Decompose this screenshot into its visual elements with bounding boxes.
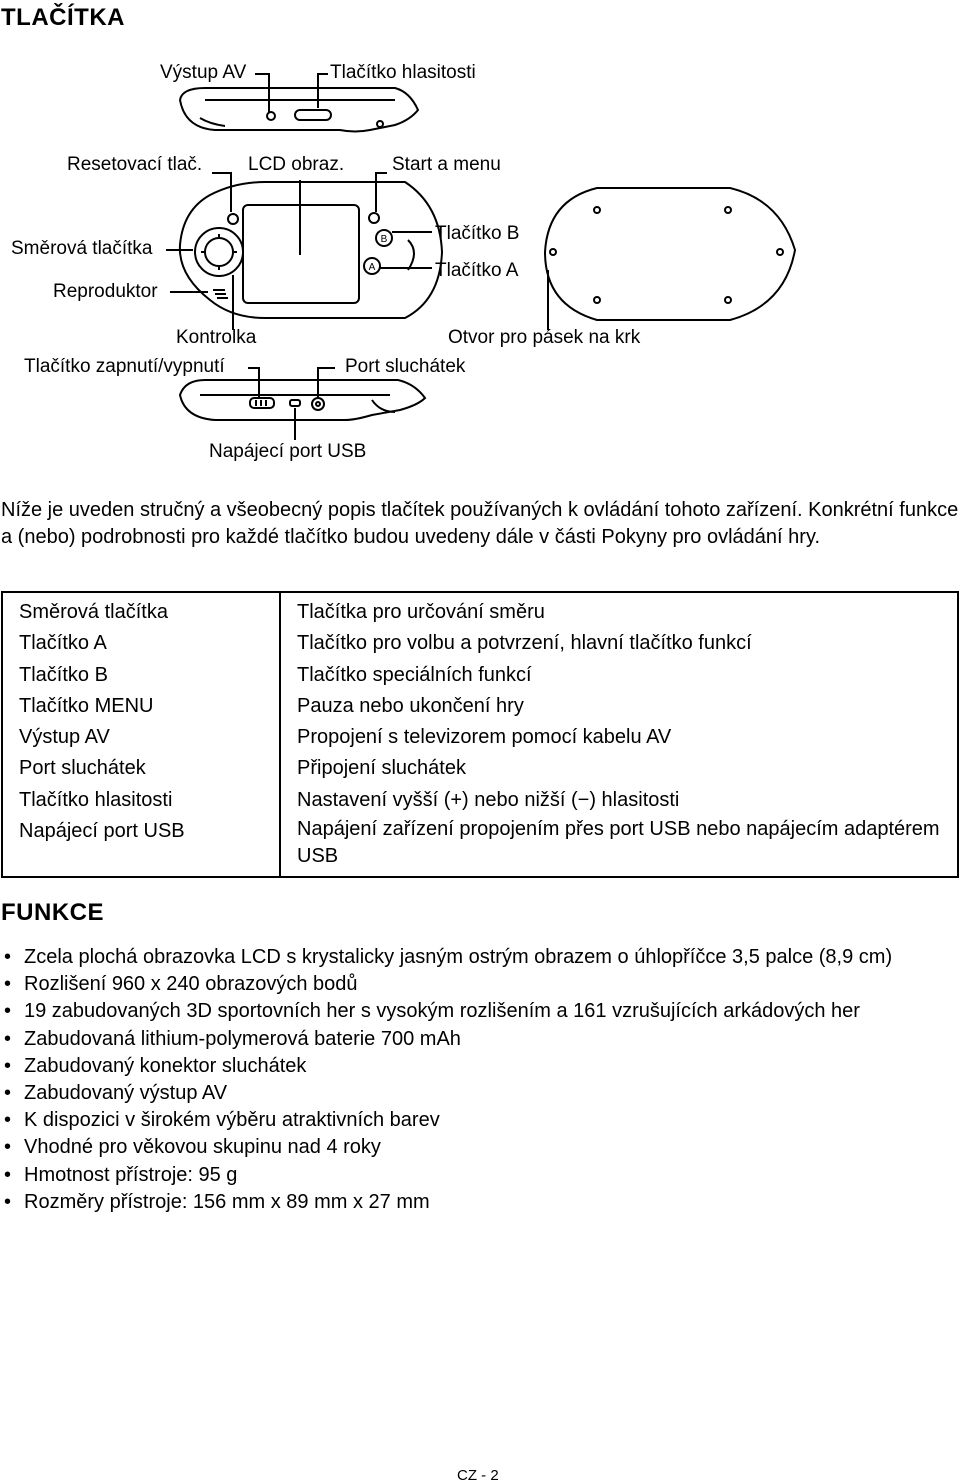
list-item: • 19 zabudovaných 3D sportovních her s vysokým rozlišením a 161 vzrušujících arkádových her — [0, 998, 892, 1025]
table-row-description: Pauza nebo ukončení hry — [297, 694, 524, 717]
label-indicator-led: Kontrolka — [176, 327, 257, 348]
list-item: • Hmotnost přístroje: 95 g — [0, 1162, 892, 1189]
label-usb-power-port: Napájecí port USB — [209, 441, 367, 462]
bullet: • — [4, 1109, 12, 1132]
button-names-column — [2, 592, 280, 877]
label-volume-button: Tlačítko hlasitosti — [330, 62, 476, 83]
bullet: • — [4, 973, 12, 996]
list-item: • K dispozici v širokém výběru atraktivních barev — [0, 1107, 892, 1134]
intro-paragraph: Níže je uveden stručný a všeobecný popis tlačítek používaných k ovládání tohoto zařízení. Konkrétní funkce a (nebo) podrobnosti pro každé tlačítko budou uvedeny dále v části Pokyny pro ovládání hry. — [1, 499, 959, 548]
section-heading-functions: FUNKCE — [1, 899, 104, 926]
label-direction-buttons: Směrová tlačítka — [11, 238, 153, 259]
bullet: • — [4, 1000, 12, 1023]
label-start-menu: Start a menu — [392, 154, 501, 175]
list-item: • Rozlišení 960 x 240 obrazových bodů — [0, 971, 892, 998]
page-number: CZ - 2 — [457, 1467, 499, 1484]
device-front-view — [166, 173, 442, 330]
button-description-table — [1, 591, 959, 878]
bullet: • — [4, 946, 12, 968]
bullet: • — [4, 1163, 12, 1186]
list-item: • Zabudovaná lithium-polymerová baterie 700 mAh — [0, 1026, 892, 1053]
table-row-description: Připojení sluchátek — [297, 757, 466, 780]
bullet: • — [4, 1027, 12, 1050]
list-item: • Zabudovaný konektor sluchátek — [0, 1053, 892, 1080]
label-power-button: Tlačítko zapnutí/vypnutí — [24, 356, 225, 377]
table-row-description: Nastavení vyšší (+) nebo nižší (−) hlasitosti — [297, 788, 680, 811]
list-item: • Zabudovaný výstup AV — [0, 1080, 892, 1107]
device-back-view — [545, 188, 795, 330]
table-row-name: Tlačítko MENU — [19, 694, 154, 717]
label-speaker: Reproduktor — [53, 281, 158, 302]
label-strap-hole: Otvor pro pásek na krk — [448, 327, 641, 348]
label-lcd-screen: LCD obraz. — [248, 154, 345, 175]
table-row-description: Tlačítka pro určování směru — [297, 601, 545, 623]
table-row-name: Výstup AV — [19, 726, 110, 749]
list-item: • Rozměry přístroje: 156 mm x 89 mm x 27 mm — [0, 1189, 892, 1216]
label-reset-button: Resetovací tlač. — [67, 154, 203, 175]
button-descriptions-column — [280, 592, 958, 877]
table-row-description: Propojení s televizorem pomocí kabelu AV — [297, 726, 672, 749]
list-item: • Zcela plochá obrazovka LCD s krystalicky jasným ostrým obrazem o úhlopříčce 3,5 palce (8,9 cm) — [0, 944, 892, 971]
label-av-out: Výstup AV — [160, 62, 247, 83]
table-row-name: Port sluchátek — [19, 757, 146, 780]
table-row-description: Tlačítko pro volbu a potvrzení, hlavní tlačítko funkcí — [297, 632, 752, 655]
table-row-name: Směrová tlačítka — [19, 601, 168, 623]
table-row-name: Napájecí port USB — [19, 820, 185, 843]
feature-list — [0, 944, 892, 1216]
list-item: • Vhodné pro věkovou skupinu nad 4 roky — [0, 1134, 892, 1161]
bullet: • — [4, 1054, 12, 1077]
label-button-a: Tlačítko A — [435, 260, 519, 281]
table-row-description: Tlačítko speciálních funkcí — [297, 663, 532, 686]
bullet: • — [4, 1190, 12, 1213]
label-headphone-port: Port sluchátek — [345, 356, 466, 377]
device-bottom-view — [180, 368, 425, 440]
bullet: • — [4, 1136, 12, 1159]
table-row-name: Tlačítko A — [19, 632, 107, 655]
label-button-b: Tlačítko B — [435, 223, 520, 244]
section-heading-buttons: TLAČÍTKA — [1, 4, 125, 31]
table-row-description: Napájení zařízení propojením přes port USB nebo napájecím adaptérem USB — [297, 818, 940, 868]
button-b-letter: B — [380, 234, 388, 245]
table-row-name: Tlačítko hlasitosti — [19, 788, 173, 811]
bullet: • — [4, 1081, 12, 1104]
button-a-letter: A — [368, 262, 376, 273]
table-row-name: Tlačítko B — [19, 663, 108, 686]
